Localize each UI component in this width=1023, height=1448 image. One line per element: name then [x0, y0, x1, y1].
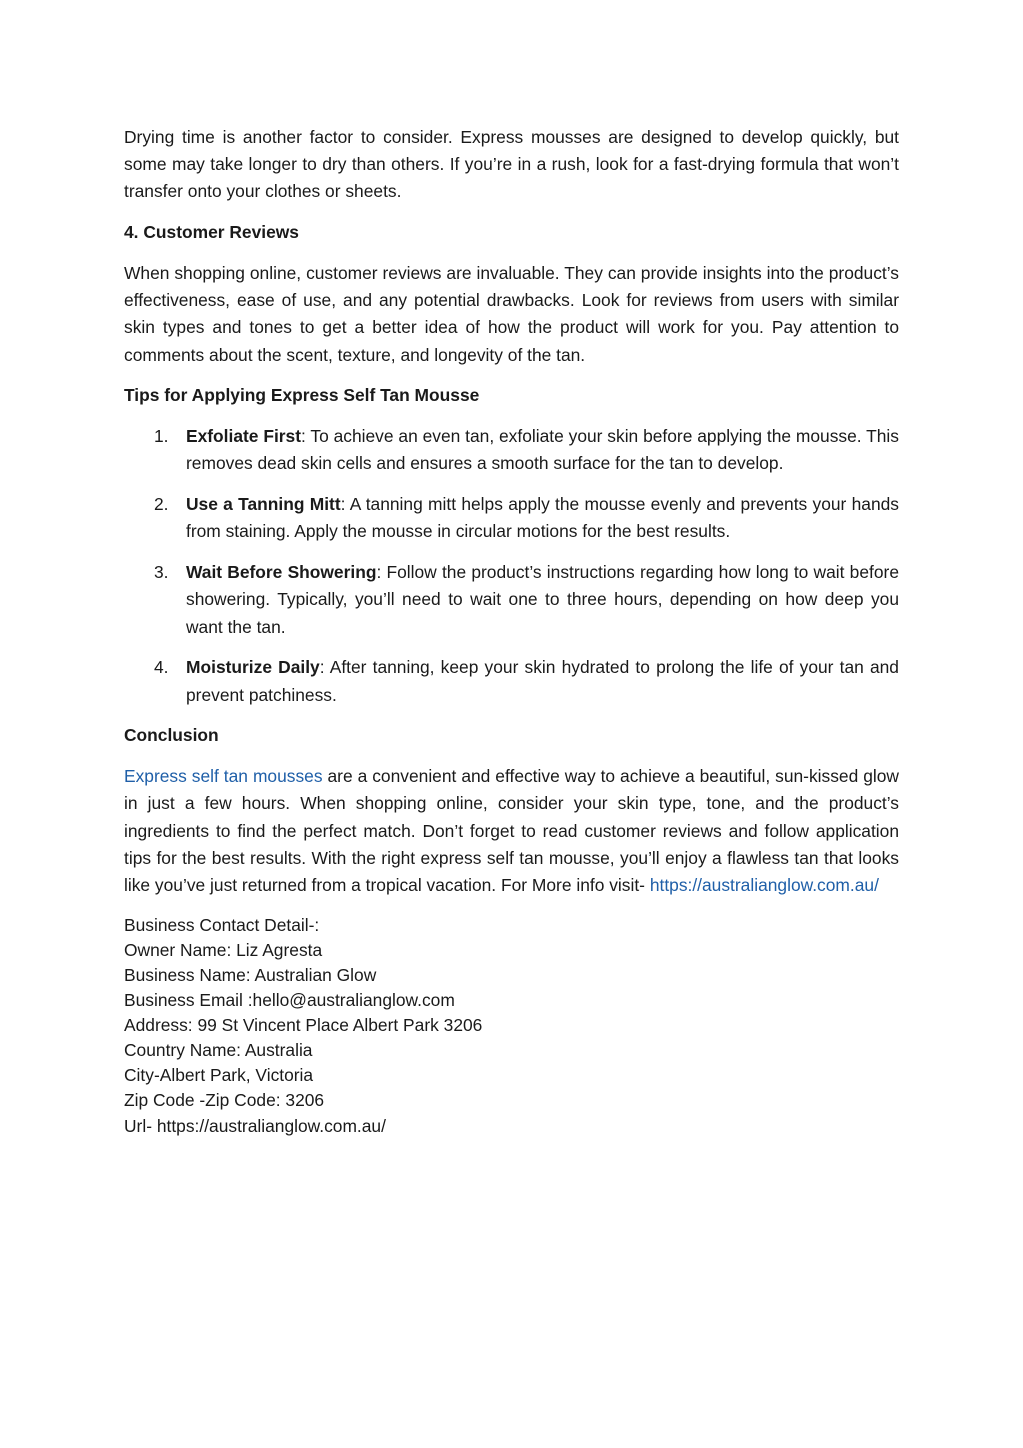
- contact-line: Address: 99 St Vincent Place Albert Park 3206: [124, 1015, 483, 1036]
- business-contact-block: [124, 913, 899, 1139]
- tip-text: : To achieve an even tan, exfoliate your skin before applying the mousse. This removes dead skin cells and ensures a smooth surface for the tan to develop.: [186, 426, 899, 474]
- contact-line: City-Albert Park, Victoria: [124, 1065, 314, 1086]
- list-item: [124, 423, 899, 477]
- tip-title: Exfoliate First: [186, 426, 302, 447]
- tips-heading: Tips for Applying Express Self Tan Mousse: [124, 385, 480, 406]
- tip-text: : After tanning, keep your skin hydrated to prolong the life of your tan and prevent patchiness.: [186, 657, 899, 705]
- list-number: 1.: [154, 426, 169, 447]
- intro-paragraph: Drying time is another factor to consider. Express mousses are designed to develop quickly, but some may take longer to dry than others. If you’re in a rush, look for a fast-drying formula that won’t transfer onto your clothes or sheets.: [124, 127, 899, 202]
- list-item: [124, 654, 899, 708]
- customer-reviews-paragraph: When shopping online, customer reviews are invaluable. They can provide insights into the product’s effectiveness, ease of use, and any potential drawbacks. Look for reviews from users with similar skin types and tones to get a better idea of how the product will work for you. Pay attention to comments about the scent, texture, and longevity of the tan.: [124, 263, 899, 365]
- tips-list: [124, 423, 899, 709]
- contact-line: Business Email :hello@australianglow.com: [124, 990, 455, 1011]
- conclusion-body: are a convenient and effective way to achieve a beautiful, sun-kissed glow in just a few hours. When shopping online, consider your skin type, tone, and the product’s ingredients to find the perfect match. Don’t forget to read customer reviews and follow application tips for the best results. With the right express self tan mousse, you’ll enjoy a flawless tan that looks like you’ve just returned from a tropical vacation. For More info visit-: [124, 766, 899, 896]
- contact-line: Url- https://australianglow.com.au/: [124, 1115, 386, 1136]
- tip-text: : A tanning mitt helps apply the mousse evenly and prevents your hands from staining. Apply the mousse in circular motions for the best results.: [186, 494, 899, 542]
- contact-line: Country Name: Australia: [124, 1040, 313, 1061]
- conclusion-heading: Conclusion: [124, 725, 219, 746]
- list-number: 3.: [154, 562, 169, 583]
- contact-line: Zip Code -Zip Code: 3206: [124, 1090, 325, 1111]
- list-number: 2.: [154, 494, 169, 515]
- list-item: [124, 491, 899, 545]
- contact-line: Business Contact Detail-:: [124, 914, 320, 935]
- contact-line: Owner Name: Liz Agresta: [124, 939, 323, 960]
- conclusion-paragraph: [124, 763, 899, 899]
- tip-title: Wait Before Showering: [186, 562, 377, 583]
- list-item: [124, 559, 899, 641]
- customer-reviews-heading: 4. Customer Reviews: [124, 222, 299, 243]
- document-page: [124, 124, 899, 1139]
- contact-line: Business Name: Australian Glow: [124, 965, 377, 985]
- express-mousses-link[interactable]: Express self tan mousses: [124, 766, 323, 787]
- website-link[interactable]: https://australianglow.com.au/: [649, 875, 879, 896]
- tip-text: : Follow the product’s instructions regarding how long to wait before showering. Typically, you’ll need to wait one to three hours, depending on how deep you want the tan.: [186, 562, 899, 637]
- tip-title: Use a Tanning Mitt: [186, 494, 341, 515]
- list-number: 4.: [154, 657, 169, 678]
- tip-title: Moisturize Daily: [186, 657, 320, 678]
